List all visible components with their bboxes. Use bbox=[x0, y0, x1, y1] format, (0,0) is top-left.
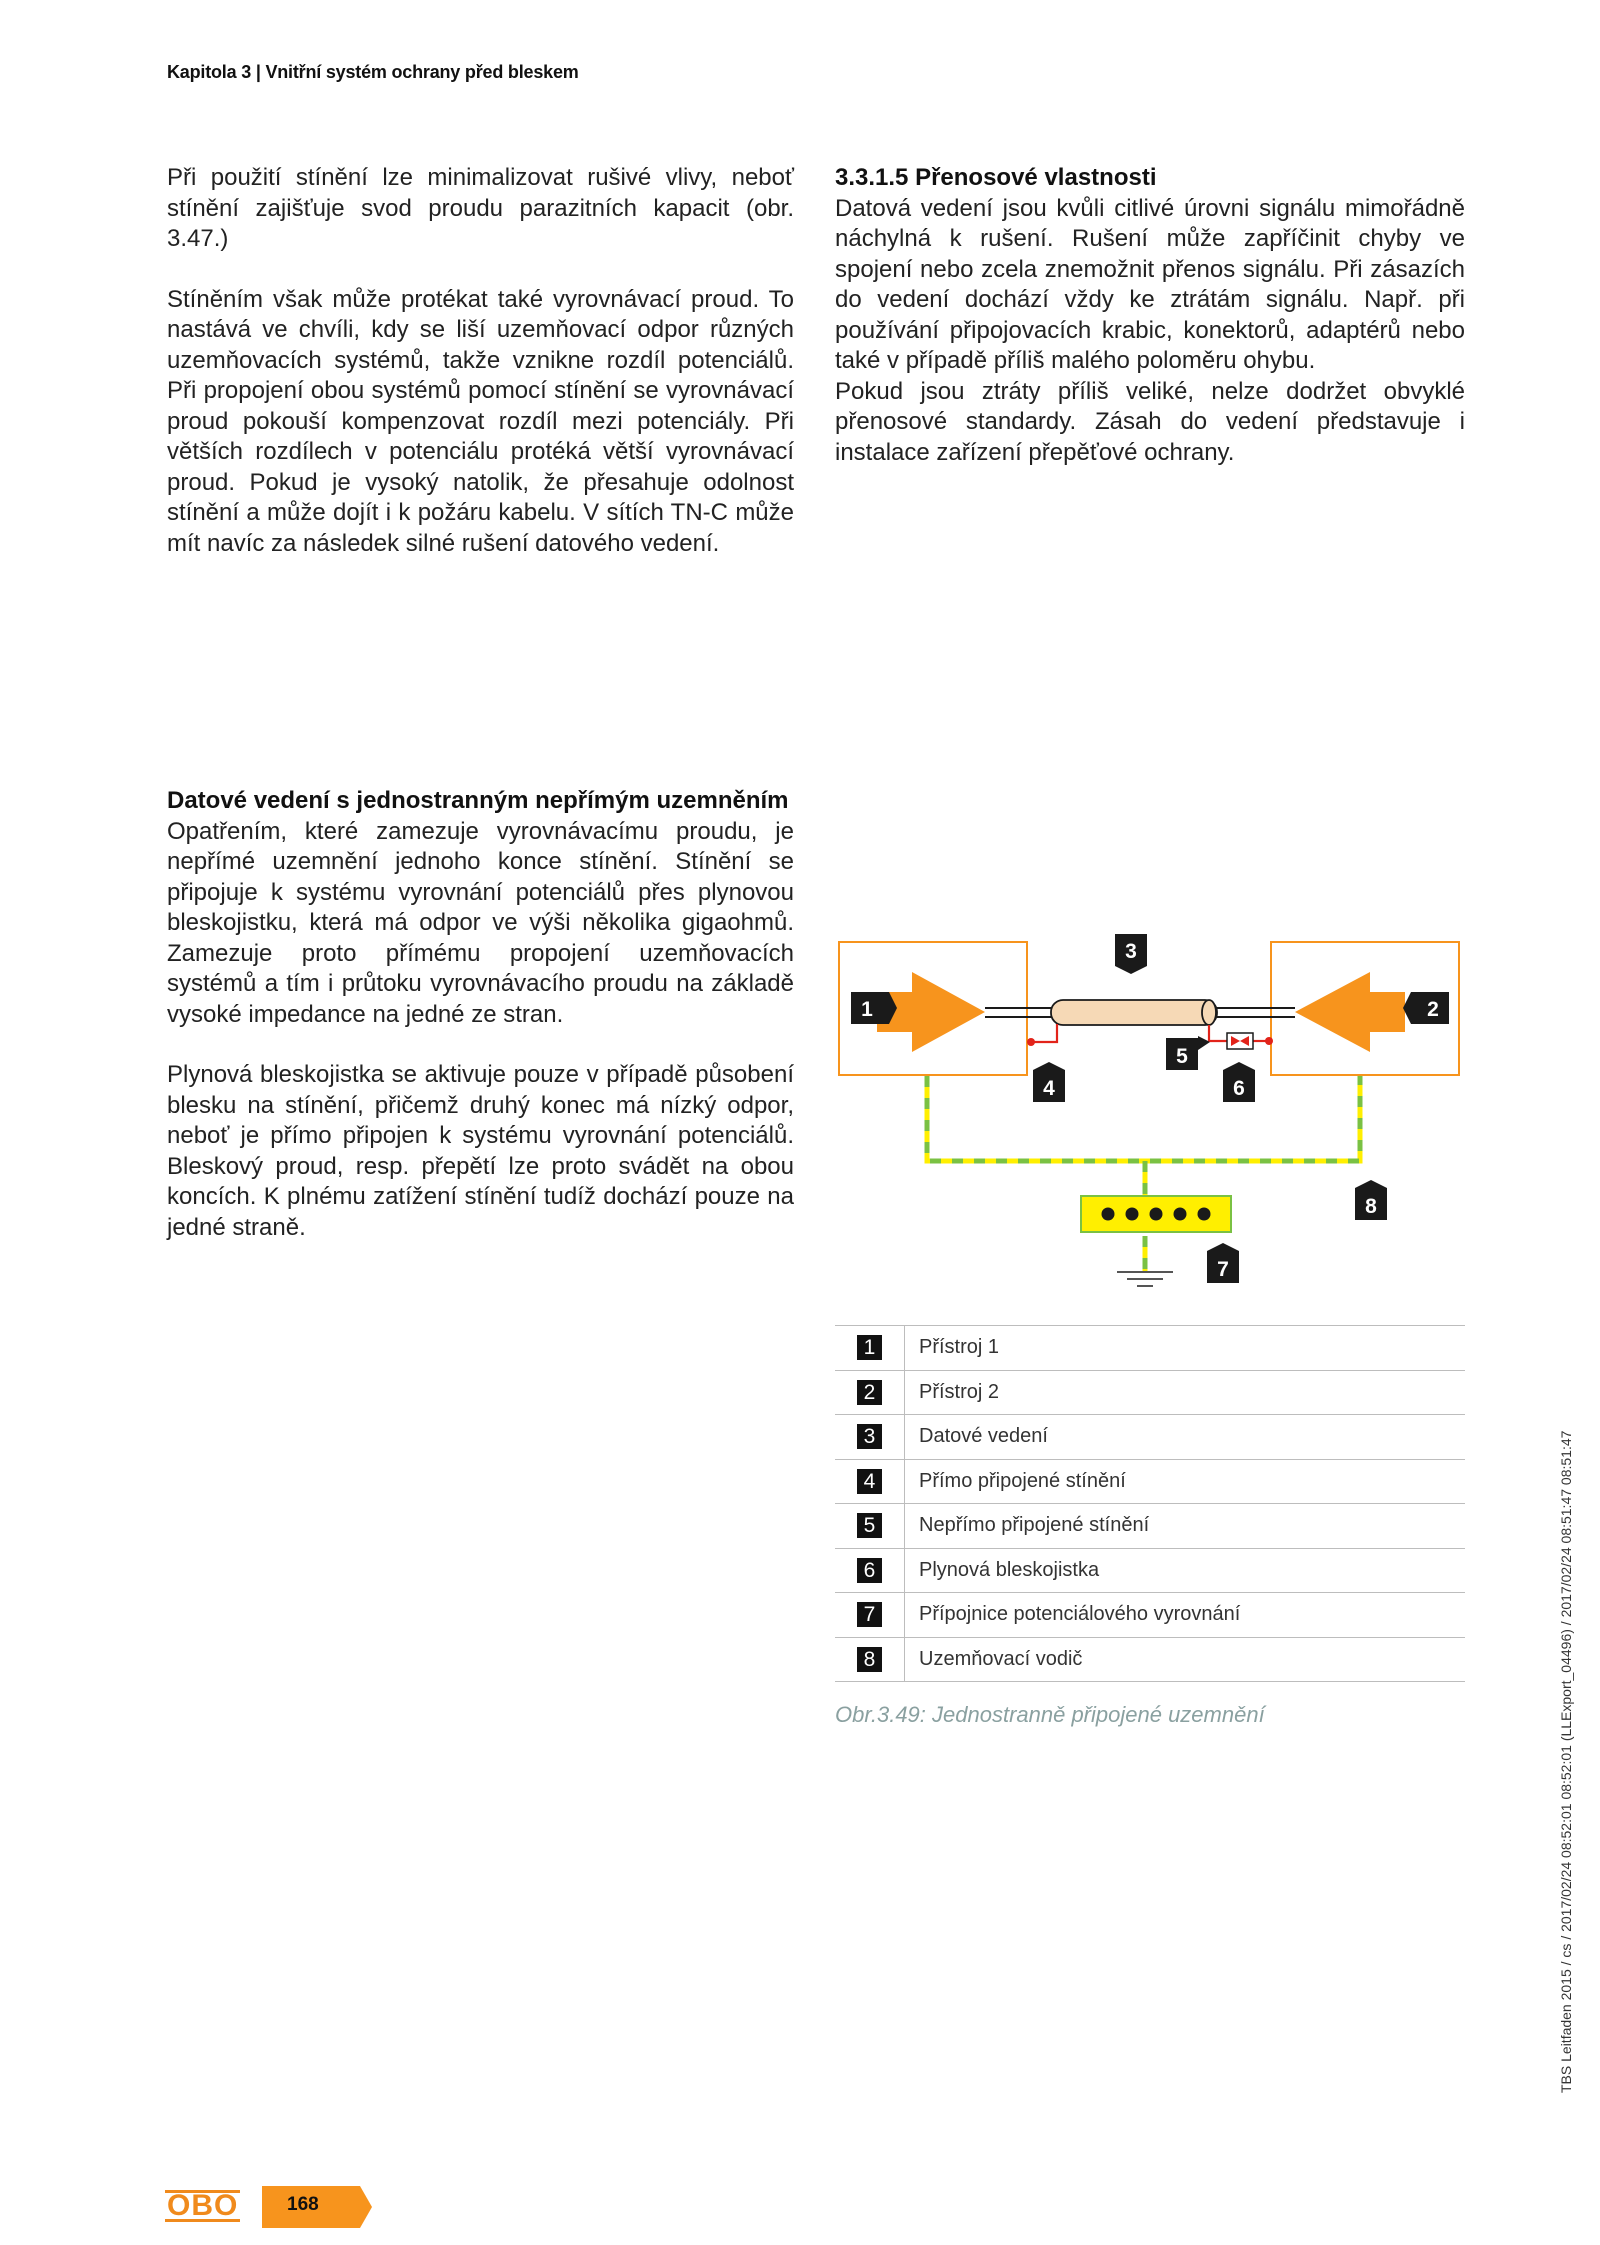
legend-label: Datové vedení bbox=[905, 1415, 1466, 1460]
left-column-bottom bbox=[167, 786, 794, 1243]
svg-text:2: 2 bbox=[1427, 998, 1439, 1021]
section-heading: Datové vedení s jednostranným nepřímým uzemněním bbox=[167, 787, 789, 814]
obo-logo: OBO bbox=[167, 2189, 239, 2222]
svg-text:7: 7 bbox=[1217, 1258, 1229, 1281]
legend-label: Uzemňovací vodič bbox=[905, 1637, 1466, 1682]
legend-label: Nepřímo připojené stínění bbox=[905, 1504, 1466, 1549]
right-column bbox=[835, 163, 1465, 468]
section-heading: 3.3.1.5 Přenosové vlastnosti bbox=[835, 164, 1157, 191]
badge-3 bbox=[1115, 934, 1147, 974]
svg-text:8: 8 bbox=[1365, 1195, 1377, 1218]
legend-label: Přístroj 2 bbox=[905, 1370, 1466, 1415]
badge-6 bbox=[1223, 1062, 1255, 1102]
equipotential-bonding-bar bbox=[1081, 1196, 1231, 1232]
legend-number: 6 bbox=[857, 1558, 882, 1583]
legend-row bbox=[835, 1415, 1465, 1460]
badge-4 bbox=[1033, 1062, 1065, 1102]
legend-number: 3 bbox=[857, 1424, 882, 1449]
svg-text:5: 5 bbox=[1176, 1045, 1188, 1068]
svg-text:3: 3 bbox=[1125, 940, 1137, 963]
grounding-diagram bbox=[835, 924, 1465, 1304]
badge-7 bbox=[1207, 1243, 1239, 1283]
paragraph: Datová vedení jsou kvůli citlivé úrovni signálu mimořádně náchylná k rušení. Rušení může zapříčinit chyby ve spojení nebo zcela znemožnit přenos signálu. Při zásazích do vedení dochází vždy ke ztrátám signálu. Např. při používání připojovacích krabic, konektorů, adaptérů nebo také v případě příliš malého poloměru ohybu. bbox=[835, 194, 1465, 374]
legend-table bbox=[835, 1325, 1465, 1682]
svg-text:4: 4 bbox=[1043, 1077, 1055, 1100]
legend-row bbox=[835, 1637, 1465, 1682]
figure-caption: Obr.3.49: Jednostranně připojené uzemnění bbox=[835, 1702, 1265, 1727]
paragraph: Plynová bleskojistka se aktivuje pouze v případě působení blesku na stínění, přičemž druhý konec má nízký odpor, neboť je přímo připojen k systému vyrovnání potenciálů. Bleskový proud, resp. přepětí lze proto svádět na obou koncích. K plnému zatížení stínění tudíž dochází pouze na jedné straně. bbox=[167, 1061, 794, 1241]
grounding-conductor bbox=[927, 1076, 1360, 1272]
badge-8 bbox=[1355, 1180, 1387, 1220]
legend-row bbox=[835, 1504, 1465, 1549]
earth-icon bbox=[1117, 1272, 1173, 1286]
indirect-shield-connection bbox=[1209, 1025, 1227, 1041]
direct-shield-connection bbox=[1031, 1024, 1057, 1042]
badge-5 bbox=[1166, 1036, 1210, 1070]
page-number: 168 bbox=[287, 2194, 319, 2215]
paragraph: Stíněním však může protékat také vyrovnávací proud. To nastává ve chvíli, kdy se liší uzemňovací odpor různých uzemňovacích systémů, takže vznikne rozdíl potenciálů. Při propojení obou systémů pomocí stínění se vyrovnávací proud pokouší kompenzovat rozdíl mezi potenciály. Při větších rozdílech v potenciálu protéká větší vyrovnávací proud. Pokud je vysoký natolik, že přesahuje odolnost stínění a může dojít i k požáru kabelu. V sítích TN-C může mít navíc za následek silné rušení datového vedení. bbox=[167, 285, 794, 557]
legend-label: Přípojnice potenciálového vyrovnání bbox=[905, 1593, 1466, 1638]
legend-label: Přístroj 1 bbox=[905, 1326, 1466, 1371]
legend-number: 7 bbox=[857, 1602, 882, 1627]
left-column-top bbox=[167, 163, 794, 559]
badge-2 bbox=[1403, 992, 1449, 1024]
legend-number: 8 bbox=[857, 1647, 882, 1672]
legend-number: 2 bbox=[857, 1380, 882, 1405]
legend-number: 1 bbox=[857, 1335, 882, 1360]
side-metadata: TBS Leitfaden 2015 / cs / 2017/02/24 08:52:01 08:52:01 (LLExport_04496) / 2017/02/24 08:51:47 08:51:47 bbox=[1558, 1430, 1574, 2093]
paragraph: Pokud jsou ztráty příliš veliké, nelze dodržet obvyklé přenosové standardy. Zásah do vedení představuje i instalace zařízení přepěťové ochrany. bbox=[835, 377, 1465, 466]
legend-number: 5 bbox=[857, 1513, 882, 1538]
badge-1 bbox=[851, 992, 897, 1024]
legend-label: Plynová bleskojistka bbox=[905, 1548, 1466, 1593]
legend-number: 4 bbox=[857, 1469, 882, 1494]
paragraph: Opatřením, které zamezuje vyrovnávacímu proudu, je nepřímé uzemnění jednoho konce stínění. Stínění se připojuje k systému vyrovnání potenciálů přes plynovou bleskojistku, která má odpor ve výši několika gigaohmů. Zamezuje proto přímému propojení uzemňovacích systémů a tím i průtoku vyrovnávacího proudu na základě vysoké impedance na jedné ze stran. bbox=[167, 817, 794, 1028]
data-cable bbox=[1051, 1000, 1217, 1025]
paragraph: Při použití stínění lze minimalizovat rušivé vlivy, neboť stínění zajišťuje svod proudu parazitních kapacit (obr. 3.47.) bbox=[167, 164, 794, 252]
gas-discharge-tube-icon bbox=[1227, 1033, 1253, 1049]
svg-text:1: 1 bbox=[861, 998, 873, 1021]
legend-row bbox=[835, 1593, 1465, 1638]
legend-row bbox=[835, 1459, 1465, 1504]
legend-label: Přímo připojené stínění bbox=[905, 1459, 1466, 1504]
chapter-header: Kapitola 3 | Vnitřní systém ochrany před bleskem bbox=[167, 62, 579, 82]
legend-row bbox=[835, 1370, 1465, 1415]
legend-row bbox=[835, 1326, 1465, 1371]
legend-row bbox=[835, 1548, 1465, 1593]
svg-text:6: 6 bbox=[1233, 1077, 1245, 1100]
